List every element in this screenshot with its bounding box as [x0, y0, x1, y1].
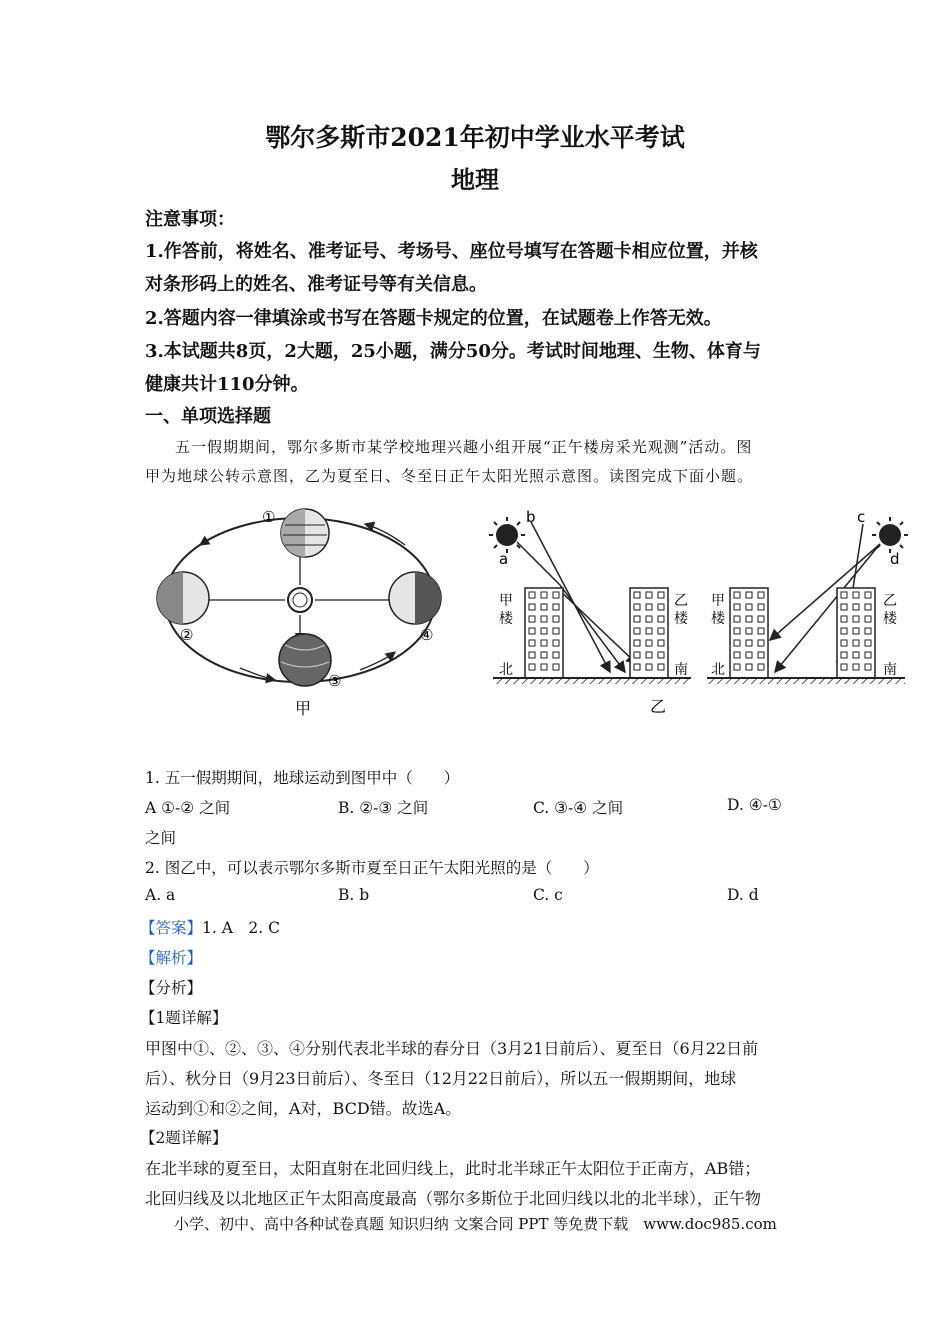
building-yi-left	[630, 588, 668, 678]
label-jia-lou-1: 甲	[499, 593, 513, 609]
detail2-line-2: 北回归线及以北地区正午太阳高度最高（鄂尔多斯位于北回归线以北的北半球），正午物	[145, 1189, 762, 1208]
earth-2-icon	[157, 572, 209, 624]
q2-option-b: B. b	[338, 886, 370, 904]
answer-value: 1. A 2. C	[202, 919, 281, 937]
figure-jia-caption: 甲	[295, 699, 312, 718]
answer-label: 【答案】	[140, 919, 203, 937]
q1-option-d-cont: 之间	[145, 829, 177, 847]
label-nan-right: 南	[883, 662, 897, 678]
sun-icon	[288, 588, 312, 612]
label-n4: ④	[420, 626, 434, 644]
q1-option-b: B. ②-③ 之间	[338, 799, 429, 817]
detail1-line-2: 后）、秋分日（9月23日前后）、冬至日（12月22日前后），所以五一假期期间，地球	[145, 1069, 737, 1088]
page-title: 鄂尔多斯市2021年初中学业水平考试	[265, 123, 685, 152]
label-jia-lou-r2: 楼	[711, 611, 725, 627]
label-yi-lou-r2: 楼	[883, 611, 897, 627]
intro-line-2: 甲为地球公转示意图，乙为夏至日、冬至日正午太阳光照示意图。读图完成下面小题。	[145, 467, 754, 485]
q1-stem: 1. 五一假期期间，地球运动到图甲中（ ）	[145, 769, 460, 787]
detail2-line-1: 在北半球的夏至日，太阳直射在北回归线上，此时北半球正午太阳位于正南方，AB错；	[145, 1159, 761, 1178]
label-n1: ①	[262, 508, 276, 526]
label-yi-lou-r1: 乙	[883, 593, 897, 609]
earth-3-icon	[279, 634, 331, 686]
notice-line-1a: 1.作答前，将姓名、准考证号、考场号、座位号填写在答题卡相应位置，并核	[145, 241, 758, 262]
notice-heading: 注意事项：	[145, 209, 235, 230]
label-nan-left: 南	[674, 662, 688, 678]
notice-line-3a: 3.本试题共8页，2大题，25小题，满分50分。考试时间地理、生物、体育与	[145, 341, 761, 362]
label-jia-lou-r1: 甲	[711, 593, 725, 609]
footer-text: 小学、初中、高中各种试卷真题 知识归纳 文案合同 PPT 等免费下载 www.doc985.com	[174, 1215, 777, 1233]
label-n3: ③	[328, 672, 342, 690]
label-c: c	[857, 508, 866, 526]
detail1-line-1: 甲图中①、②、③、④分别代表北半球的春分日（3月21日前后）、夏至日（6月22日前	[145, 1039, 759, 1058]
q1-option-a: A ①-② 之间	[145, 799, 231, 817]
label-b: b	[526, 508, 536, 526]
earth-4-icon	[389, 572, 441, 624]
label-a: a	[499, 550, 509, 568]
detail1-heading: 【1题详解】	[140, 1009, 228, 1027]
label-bei-right: 北	[711, 662, 725, 678]
q1-option-d: D. ④-①	[727, 796, 782, 814]
answer-line	[140, 916, 280, 938]
label-yi-lou-2: 楼	[674, 611, 688, 627]
intro-line-1: 五一假期期间，鄂尔多斯市某学校地理兴趣小组开展“正午楼房采光观测”活动。图	[175, 438, 753, 456]
building-jia-right	[730, 588, 768, 678]
detail2-heading: 【2题详解】	[140, 1129, 228, 1147]
label-jia-lou-2: 楼	[499, 611, 513, 627]
q2-option-d: D. d	[727, 886, 759, 904]
label-d: d	[890, 550, 900, 568]
figure-jia-revolution	[145, 500, 455, 720]
figure-yi-sunlight	[485, 500, 915, 720]
jiexi-label: 【解析】	[140, 949, 203, 967]
label-yi-lou-1: 乙	[674, 593, 688, 609]
sun-a-icon	[489, 517, 525, 553]
q2-option-c: C. c	[533, 886, 563, 904]
q1-option-c: C. ③-④ 之间	[533, 799, 624, 817]
q2-stem: 2. 图乙中，可以表示鄂尔多斯市夏至日正午太阳光照的是（ ）	[145, 859, 599, 877]
fenxi-label: 【分析】	[140, 979, 203, 997]
building-yi-right	[837, 588, 875, 678]
detail1-line-3: 运动到①和②之间，A对，BCD错。故选A。	[145, 1099, 462, 1118]
notice-line-3b: 健康共计110分钟。	[145, 374, 309, 395]
earth-1-icon	[281, 509, 329, 557]
notice-line-1b: 对条形码上的姓名、准考证号等有关信息。	[145, 274, 487, 295]
subject-title: 地理	[451, 165, 499, 194]
label-bei-left: 北	[499, 662, 513, 678]
figure-yi-caption: 乙	[650, 697, 667, 716]
q2-option-a: A. a	[145, 886, 176, 904]
label-n2: ②	[180, 626, 194, 644]
section-heading: 一、单项选择题	[145, 406, 271, 427]
notice-line-2: 2.答题内容一律填涂或书写在答题卡规定的位置，在试题卷上作答无效。	[145, 308, 722, 329]
building-jia-left	[525, 588, 563, 678]
